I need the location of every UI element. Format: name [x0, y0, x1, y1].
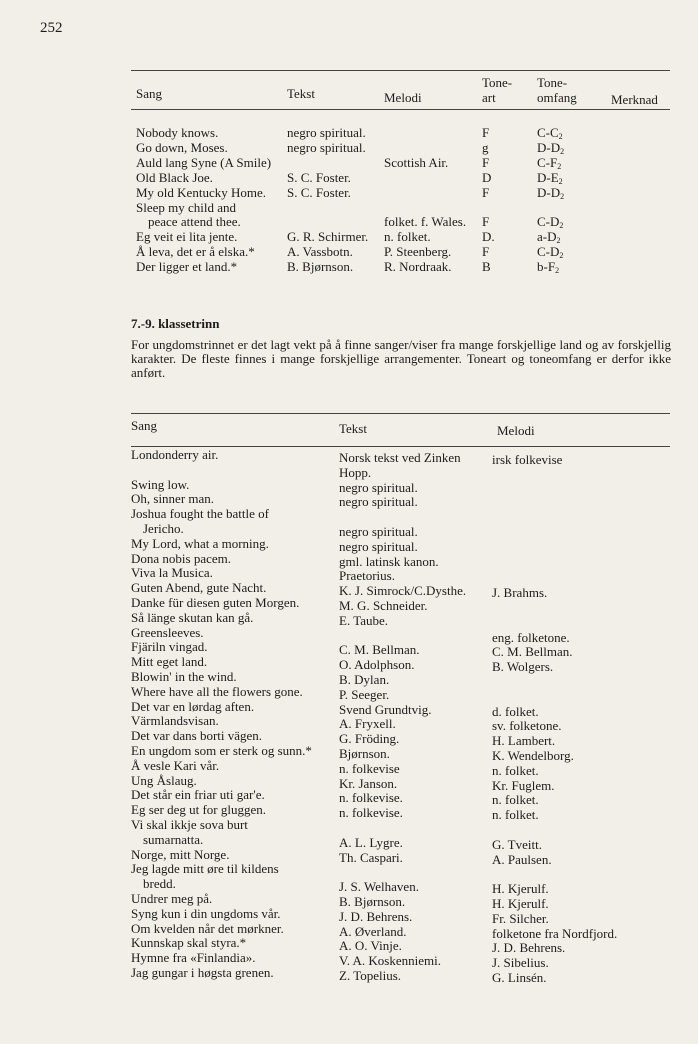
- table2-tekst-item: [339, 510, 466, 525]
- table2-sang-item: Värmlandsvisan.: [131, 713, 219, 729]
- table2-tekst-item: [339, 821, 466, 836]
- table2-melodi-item: Kr. Fuglem.: [492, 777, 555, 793]
- section-paragraph: For ungdomstrinnet er det lagt vekt på å finne sanger/viser fra mange forskjellige land og av forskjellig karakter. De fleste finnes i mange forskjellige arrangementer. Toneart og toneomfang er derfor ikke anført.: [131, 337, 671, 380]
- table1-cell-toneart: D.: [482, 229, 495, 245]
- table2-sang-item: Jericho.: [143, 520, 184, 536]
- table2-melodi-item: d. folket.: [492, 703, 539, 719]
- table2-tekst-item: [339, 865, 466, 880]
- table2-tekst-item: C. M. Bellman.: [339, 642, 420, 658]
- table2-sang-item: Norge, mitt Norge.: [131, 846, 230, 862]
- table2-column-sang: [131, 448, 312, 981]
- table2-melodi-item: [492, 557, 617, 572]
- table2-column-melodi: [492, 453, 617, 986]
- table2-sang-item: Ung Åslaug.: [131, 772, 197, 788]
- table2-tekst-item: K. J. Simrock/C.Dysthe.: [339, 583, 467, 599]
- table2-melodi-item: H. Lambert.: [492, 733, 556, 749]
- table2-melodi-item: [492, 512, 617, 527]
- table2-sang-item: Jag gungar i høgsta grenen.: [131, 964, 274, 980]
- table2-melodi-item: C. M. Bellman.: [492, 644, 573, 660]
- table2-sang-item: Mitt eget land.: [131, 654, 208, 670]
- table1-cell-toneomfang: $C-C_2$: [537, 125, 563, 141]
- table1-header-toneart-line1: Tone-: [482, 75, 513, 90]
- table1-cell-toneomfang: $C-D_2$: [537, 244, 564, 261]
- table1-cell-tekst: negro spiritual.: [287, 139, 366, 155]
- table2-tekst-item: [339, 629, 466, 644]
- table2-tekst-item: Kr. Janson.: [339, 775, 398, 791]
- table1-header-toneomfang-line2: omfang: [537, 90, 577, 105]
- table2-melodi-item: n. folket.: [492, 762, 539, 778]
- table2-melodi-item: sv. folketone.: [492, 718, 562, 734]
- table1-cell-sang: Eg veit ei lita jente.: [136, 229, 238, 245]
- table2-melodi-item: irsk folkevise: [492, 452, 563, 467]
- table2-tekst-item: n. folkevise.: [339, 790, 403, 806]
- table1-cell-toneomfang: $C-D_2$: [537, 214, 564, 231]
- table2-sang-item: Danke für diesen guten Morgen.: [131, 594, 300, 610]
- table1-cell-tekst: G. R. Schirmer.: [287, 229, 369, 245]
- table2-column-tekst: [339, 451, 466, 984]
- table2-tekst-item: A. Øverland.: [339, 923, 407, 939]
- table2-top-rule: [131, 413, 670, 414]
- table1-cell-tekst: A. Vassbotn.: [287, 244, 353, 260]
- table2-header-melodi: Melodi: [497, 423, 535, 438]
- table2-melodi-item: [492, 690, 617, 705]
- table2-sang-item: Greensleeves.: [131, 624, 204, 640]
- table1-cell-sang: Å leva, det er å elska.*: [136, 244, 255, 260]
- table2-sang-item: Jeg lagde mitt øre til kildens: [131, 861, 279, 877]
- table1-cell-toneomfang: $D-E_2$: [537, 169, 563, 186]
- table2-melodi-item: G. Tveitt.: [492, 836, 542, 852]
- table2-header-tekst: Tekst: [339, 421, 367, 436]
- table2-sang-item: Joshua fought the battle of: [131, 506, 269, 522]
- table2-sang-item: Eg ser deg ut for gluggen.: [131, 802, 267, 818]
- table2-tekst-item: gml. latinsk kanon.: [339, 553, 439, 569]
- table1-cell-melodi: R. Nordraak.: [384, 259, 452, 275]
- table2-melodi-item: K. Wendelborg.: [492, 747, 574, 763]
- table1-cell-melodi: Scottish Air.: [384, 154, 449, 170]
- table1-cell-sang: Auld lang Syne (A Smile): [136, 154, 272, 170]
- table2-tekst-item: negro spiritual.: [339, 479, 418, 495]
- table2-tekst-item: V. A. Koskenniemi.: [339, 953, 441, 969]
- table2-tekst-item: Norsk tekst ved Zinken: [339, 450, 461, 465]
- table2-sang-item: sumarnatta.: [143, 831, 204, 847]
- table1-cell-tekst: S. C. Foster.: [287, 169, 351, 185]
- table2-melodi-item: J. Brahms.: [492, 585, 548, 601]
- table2-sang-item: Det står ein friar uti gar'e.: [131, 787, 265, 803]
- table2-tekst-item: M. G. Schneider.: [339, 597, 428, 613]
- table1-cell-toneomfang: $a-D_2$: [537, 229, 561, 246]
- table1-cell-sang: My old Kentucky Home.: [136, 184, 266, 200]
- table2-tekst-item: P. Seeger.: [339, 686, 390, 702]
- table2-melodi-item: [492, 601, 617, 616]
- table2-sang-item: Syng kun i din ungdoms vår.: [131, 905, 281, 921]
- table1-cell-sang: Go down, Moses.: [136, 139, 228, 155]
- table2-melodi-item: n. folket.: [492, 792, 539, 808]
- table1-header-melodi: Melodi: [384, 90, 422, 105]
- table1-cell-toneart: F: [482, 154, 490, 170]
- table2-tekst-item: n. folkevise: [339, 760, 400, 776]
- table2-sang-item: Så länge skutan kan gå.: [131, 609, 254, 625]
- table2-melodi-item: G. Linsén.: [492, 969, 547, 985]
- table2-sang-item: Det var en lørdag aften.: [131, 698, 255, 714]
- table1-cell-sang: Old Black Joe.: [136, 169, 213, 185]
- table2-tekst-item: Bjørnson.: [339, 745, 390, 761]
- table2-melodi-item: eng. folketone.: [492, 629, 570, 645]
- table1-cell-sang: Nobody knows.: [136, 125, 219, 140]
- table2-melodi-item: [492, 542, 617, 557]
- table2-tekst-item: Z. Topelius.: [339, 967, 402, 983]
- table1-cell-toneomfang: $b-F_2$: [537, 259, 560, 276]
- table2-melodi-item: folketone fra Nordfjord.: [492, 925, 618, 941]
- table2-sang-item: Londonderry air.: [131, 447, 219, 462]
- table1-cell-toneart: F: [482, 244, 490, 260]
- table1-cell-toneart: F: [482, 184, 490, 200]
- table2-sang-item: Om kvelden når det mørkner.: [131, 920, 284, 936]
- table1-top-rule: [131, 70, 670, 71]
- table2-tekst-item: B. Bjørnson.: [339, 893, 406, 909]
- table2-sang-item: En ungdom som er sterk og sunn.*: [131, 742, 312, 758]
- table2-melodi-item: H. Kjerulf.: [492, 881, 549, 897]
- table2-sang-item: bredd.: [143, 876, 176, 892]
- table2-tekst-item: negro spiritual.: [339, 494, 418, 510]
- table2-melodi-item: Fr. Silcher.: [492, 910, 549, 926]
- table1-cell-toneart: F: [482, 214, 490, 230]
- table2-tekst-item: Praetorius.: [339, 568, 395, 584]
- table2-melodi-item: [492, 823, 617, 838]
- table1-header-sang: Sang: [136, 86, 162, 101]
- table2-tekst-item: Svend Grundtvig.: [339, 701, 432, 717]
- table2-tekst-item: B. Dylan.: [339, 671, 390, 687]
- section-heading: 7.-9. klassetrinn: [131, 316, 220, 331]
- table2-tekst-item: J. S. Welhaven.: [339, 879, 419, 895]
- table2-sang-item: [131, 463, 312, 478]
- table2-sang-item: Vi skal ikkje sova burt: [131, 816, 248, 832]
- table1-cell-toneomfang: $D-D_2$: [537, 139, 565, 156]
- table1-header-toneart-line2: art: [482, 90, 496, 105]
- table2-sang-item: Undrer meg på.: [131, 890, 213, 906]
- table2-tekst-item: Hopp.: [339, 464, 372, 480]
- table2-melodi-item: [492, 675, 617, 690]
- table1-cell-toneomfang: $C-F_2$: [537, 154, 562, 171]
- table1-cell-tekst: negro spiritual.: [287, 125, 366, 140]
- table2-sang-item: My Lord, what a morning.: [131, 535, 269, 551]
- table2-sang-item: Oh, sinner man.: [131, 491, 215, 507]
- table2-sang-item: Blowin' in the wind.: [131, 668, 237, 684]
- table2-tekst-item: negro spiritual.: [339, 538, 418, 554]
- table2-sang-item: Viva la Musica.: [131, 565, 213, 581]
- table2-melodi-item: n. folket.: [492, 807, 539, 823]
- table2-melodi-item: [492, 497, 617, 512]
- table2-sang-item: Hymne fra «Finlandia».: [131, 950, 256, 966]
- table1-cell-sang: Sleep my child and: [136, 199, 237, 215]
- table2-sang-item: Kunnskap skal styra.*: [131, 935, 247, 951]
- table1-cell-toneart: g: [482, 139, 489, 155]
- page-number: 252: [40, 20, 63, 36]
- table2-tekst-item: J. D. Behrens.: [339, 908, 413, 924]
- table2-sang-item: Dona nobis pacem.: [131, 550, 232, 566]
- table2-tekst-item: O. Adolphson.: [339, 657, 415, 673]
- table2-melodi-item: A. Paulsen.: [492, 851, 552, 867]
- table1-cell-toneart: F: [482, 125, 490, 140]
- table2-tekst-item: A. O. Vinje.: [339, 938, 402, 954]
- table2-melodi-item: [492, 468, 617, 483]
- table2-tekst-item: A. L. Lygre.: [339, 834, 403, 850]
- table2-sang-item: Guten Abend, gute Nacht.: [131, 580, 267, 596]
- table1-cell-toneart: B: [482, 259, 491, 275]
- table2-melodi-item: [492, 527, 617, 542]
- table2-sang-item: Det var dans borti vägen.: [131, 728, 263, 744]
- table2-tekst-item: negro spiritual.: [339, 523, 418, 539]
- table2-sang-item: Fjäriln vingad.: [131, 639, 208, 655]
- table1-cell-toneomfang: $D-D_2$: [537, 184, 565, 201]
- table1-cell-melodi: n. folket.: [384, 229, 431, 245]
- table1-header-tekst: Tekst: [287, 86, 315, 101]
- table2-melodi-item: H. Kjerulf.: [492, 895, 549, 911]
- table2-tekst-item: n. folkevise.: [339, 805, 403, 821]
- table2-sang-item: Where have all the flowers gone.: [131, 683, 303, 699]
- table1-header-rule: [131, 109, 670, 110]
- table1-cell-tekst: B. Bjørnson.: [287, 259, 354, 275]
- table1-cell-tekst: S. C. Foster.: [287, 184, 351, 200]
- table2-header-sang: Sang: [131, 418, 157, 433]
- table2-melodi-item: J. Sibelius.: [492, 955, 549, 971]
- table2-tekst-item: G. Fröding.: [339, 731, 400, 747]
- table1-cell-sang: peace attend thee.: [148, 214, 241, 230]
- table1-cell-melodi: folket. f. Wales.: [384, 214, 467, 230]
- table2-melodi-item: [492, 571, 617, 586]
- table2-tekst-item: Th. Caspari.: [339, 849, 403, 865]
- table1-cell-sang: Der ligger et land.*: [136, 259, 238, 275]
- table2-melodi-item: [492, 867, 617, 882]
- table2-tekst-item: E. Taube.: [339, 612, 389, 628]
- table2-melodi-item: J. D. Behrens.: [492, 940, 566, 956]
- table1-header-merknad: Merknad: [611, 92, 658, 107]
- table2-sang-item: Å vesle Kari vår.: [131, 757, 220, 773]
- table2-melodi-item: [492, 616, 617, 631]
- table2-sang-item: Swing low.: [131, 476, 190, 492]
- table1-header-toneomfang-line1: Tone-: [537, 75, 568, 90]
- table2-tekst-item: A. Fryxell.: [339, 716, 396, 732]
- table1-cell-toneart: D: [482, 169, 492, 185]
- table1-cell-melodi: P. Steenberg.: [384, 244, 452, 260]
- table2-melodi-item: [492, 483, 617, 498]
- table2-melodi-item: B. Wolgers.: [492, 659, 554, 675]
